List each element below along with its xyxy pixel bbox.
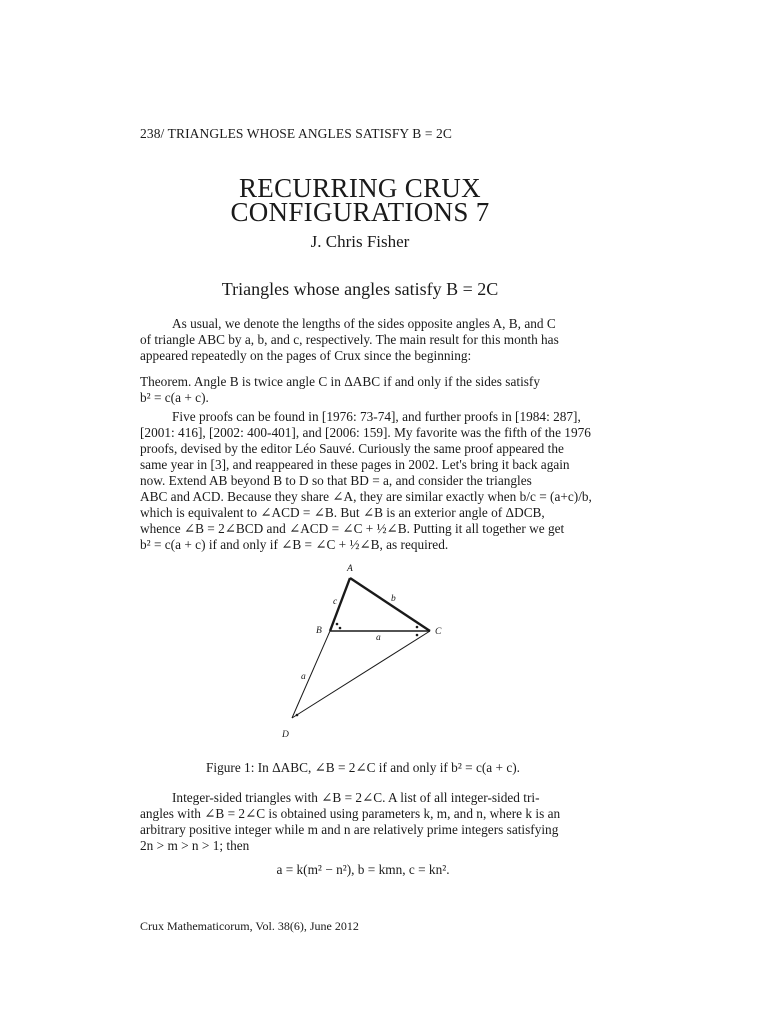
parametrization-formula: a = k(m² − n²), b = kmn, c = kn². (276, 862, 450, 877)
integer-line: angles with ∠B = 2∠C is obtained using parameters k, m, and n, where k is an (140, 806, 561, 821)
title-line-1: RECURRING CRUX (239, 173, 481, 203)
figure-caption: Figure 1: In ΔABC, ∠B = 2∠C if and only if b² = c(a + c). (206, 760, 520, 775)
angle-mark-b-2 (339, 627, 342, 630)
theorem-line: Theorem. Angle B is twice angle C in ΔABC if and only if the sides satisfy (140, 374, 541, 389)
proof-line: whence ∠B = 2∠BCD and ∠ACD = ∠C + ½∠B. Putting it all together we get (140, 521, 565, 536)
theorem-line: b² = c(a + c). (140, 390, 209, 405)
proof-line: Five proofs can be found in [1976: 73-74], and further proofs in [1984: 287], (172, 409, 581, 424)
label-a-vertex: A (347, 564, 353, 574)
label-side-b: b (391, 594, 396, 604)
intro-line: appeared repeatedly on the pages of Crux since the beginning: (140, 348, 472, 363)
integer-line: 2n > m > n > 1; then (140, 838, 250, 853)
author: J. Chris Fisher (310, 232, 410, 251)
integer-line: Integer-sided triangles with ∠B = 2∠C. A list of all integer-sided tri- (172, 790, 540, 805)
angle-mark-c-2 (416, 634, 419, 637)
label-c-vertex: C (435, 627, 442, 637)
label-side-a-bd: a (301, 672, 306, 682)
theorem-paragraph (140, 374, 586, 406)
proof-paragraph (140, 409, 592, 553)
subtitle: Triangles whose angles satisfy B = 2C (221, 279, 499, 299)
triangle-figure (270, 558, 470, 748)
label-side-c: c (333, 597, 338, 607)
label-d-vertex: D (282, 730, 289, 740)
proof-line: [2001: 416], [2002: 400-401], and [2006: 159]. My favorite was the fifth of the 1976 (140, 425, 591, 440)
proof-line: same year in [3], and reappeared in these pages in 2002. Let's bring it back again (140, 457, 570, 472)
label-side-a-bc: a (376, 633, 381, 643)
integer-paragraph (140, 790, 586, 854)
page-footer: Crux Mathematicorum, Vol. 38(6), June 2012 (140, 919, 359, 933)
proof-line: b² = c(a + c) if and only if ∠B = ∠C + ½∠B, as required. (140, 537, 449, 552)
proof-line: ABC and ACD. Because they share ∠A, they are similar exactly when b/c = (a+c)/b, (140, 489, 592, 504)
intro-line: of triangle ABC by a, b, and c, respectively. The main result for this month has (140, 332, 559, 347)
proof-line: which is equivalent to ∠ACD = ∠B. But ∠B is an exterior angle of ΔDCB, (140, 505, 545, 520)
segment-ac (350, 578, 430, 631)
angle-mark-b-1 (336, 623, 339, 626)
angle-mark-d (296, 714, 299, 717)
intro-line: As usual, we denote the lengths of the sides opposite angles A, B, and C (172, 316, 556, 331)
intro-paragraph (140, 316, 586, 364)
angle-mark-c-1 (416, 626, 419, 629)
title-line-2: CONFIGURATIONS 7 (230, 197, 490, 227)
segment-bd (292, 631, 330, 718)
label-b-vertex: B (316, 626, 322, 636)
segment-dc (292, 631, 430, 718)
integer-line: arbitrary positive integer while m and n are relatively prime integers satisfying (140, 822, 559, 837)
running-head: 238/ TRIANGLES WHOSE ANGLES SATISFY B = 2C (140, 126, 452, 141)
proof-line: now. Extend AB beyond B to D so that BD = a, and consider the triangles (140, 473, 532, 488)
proof-line: proofs, devised by the editor Léo Sauvé. Curiously the same proof appeared the (140, 441, 564, 456)
